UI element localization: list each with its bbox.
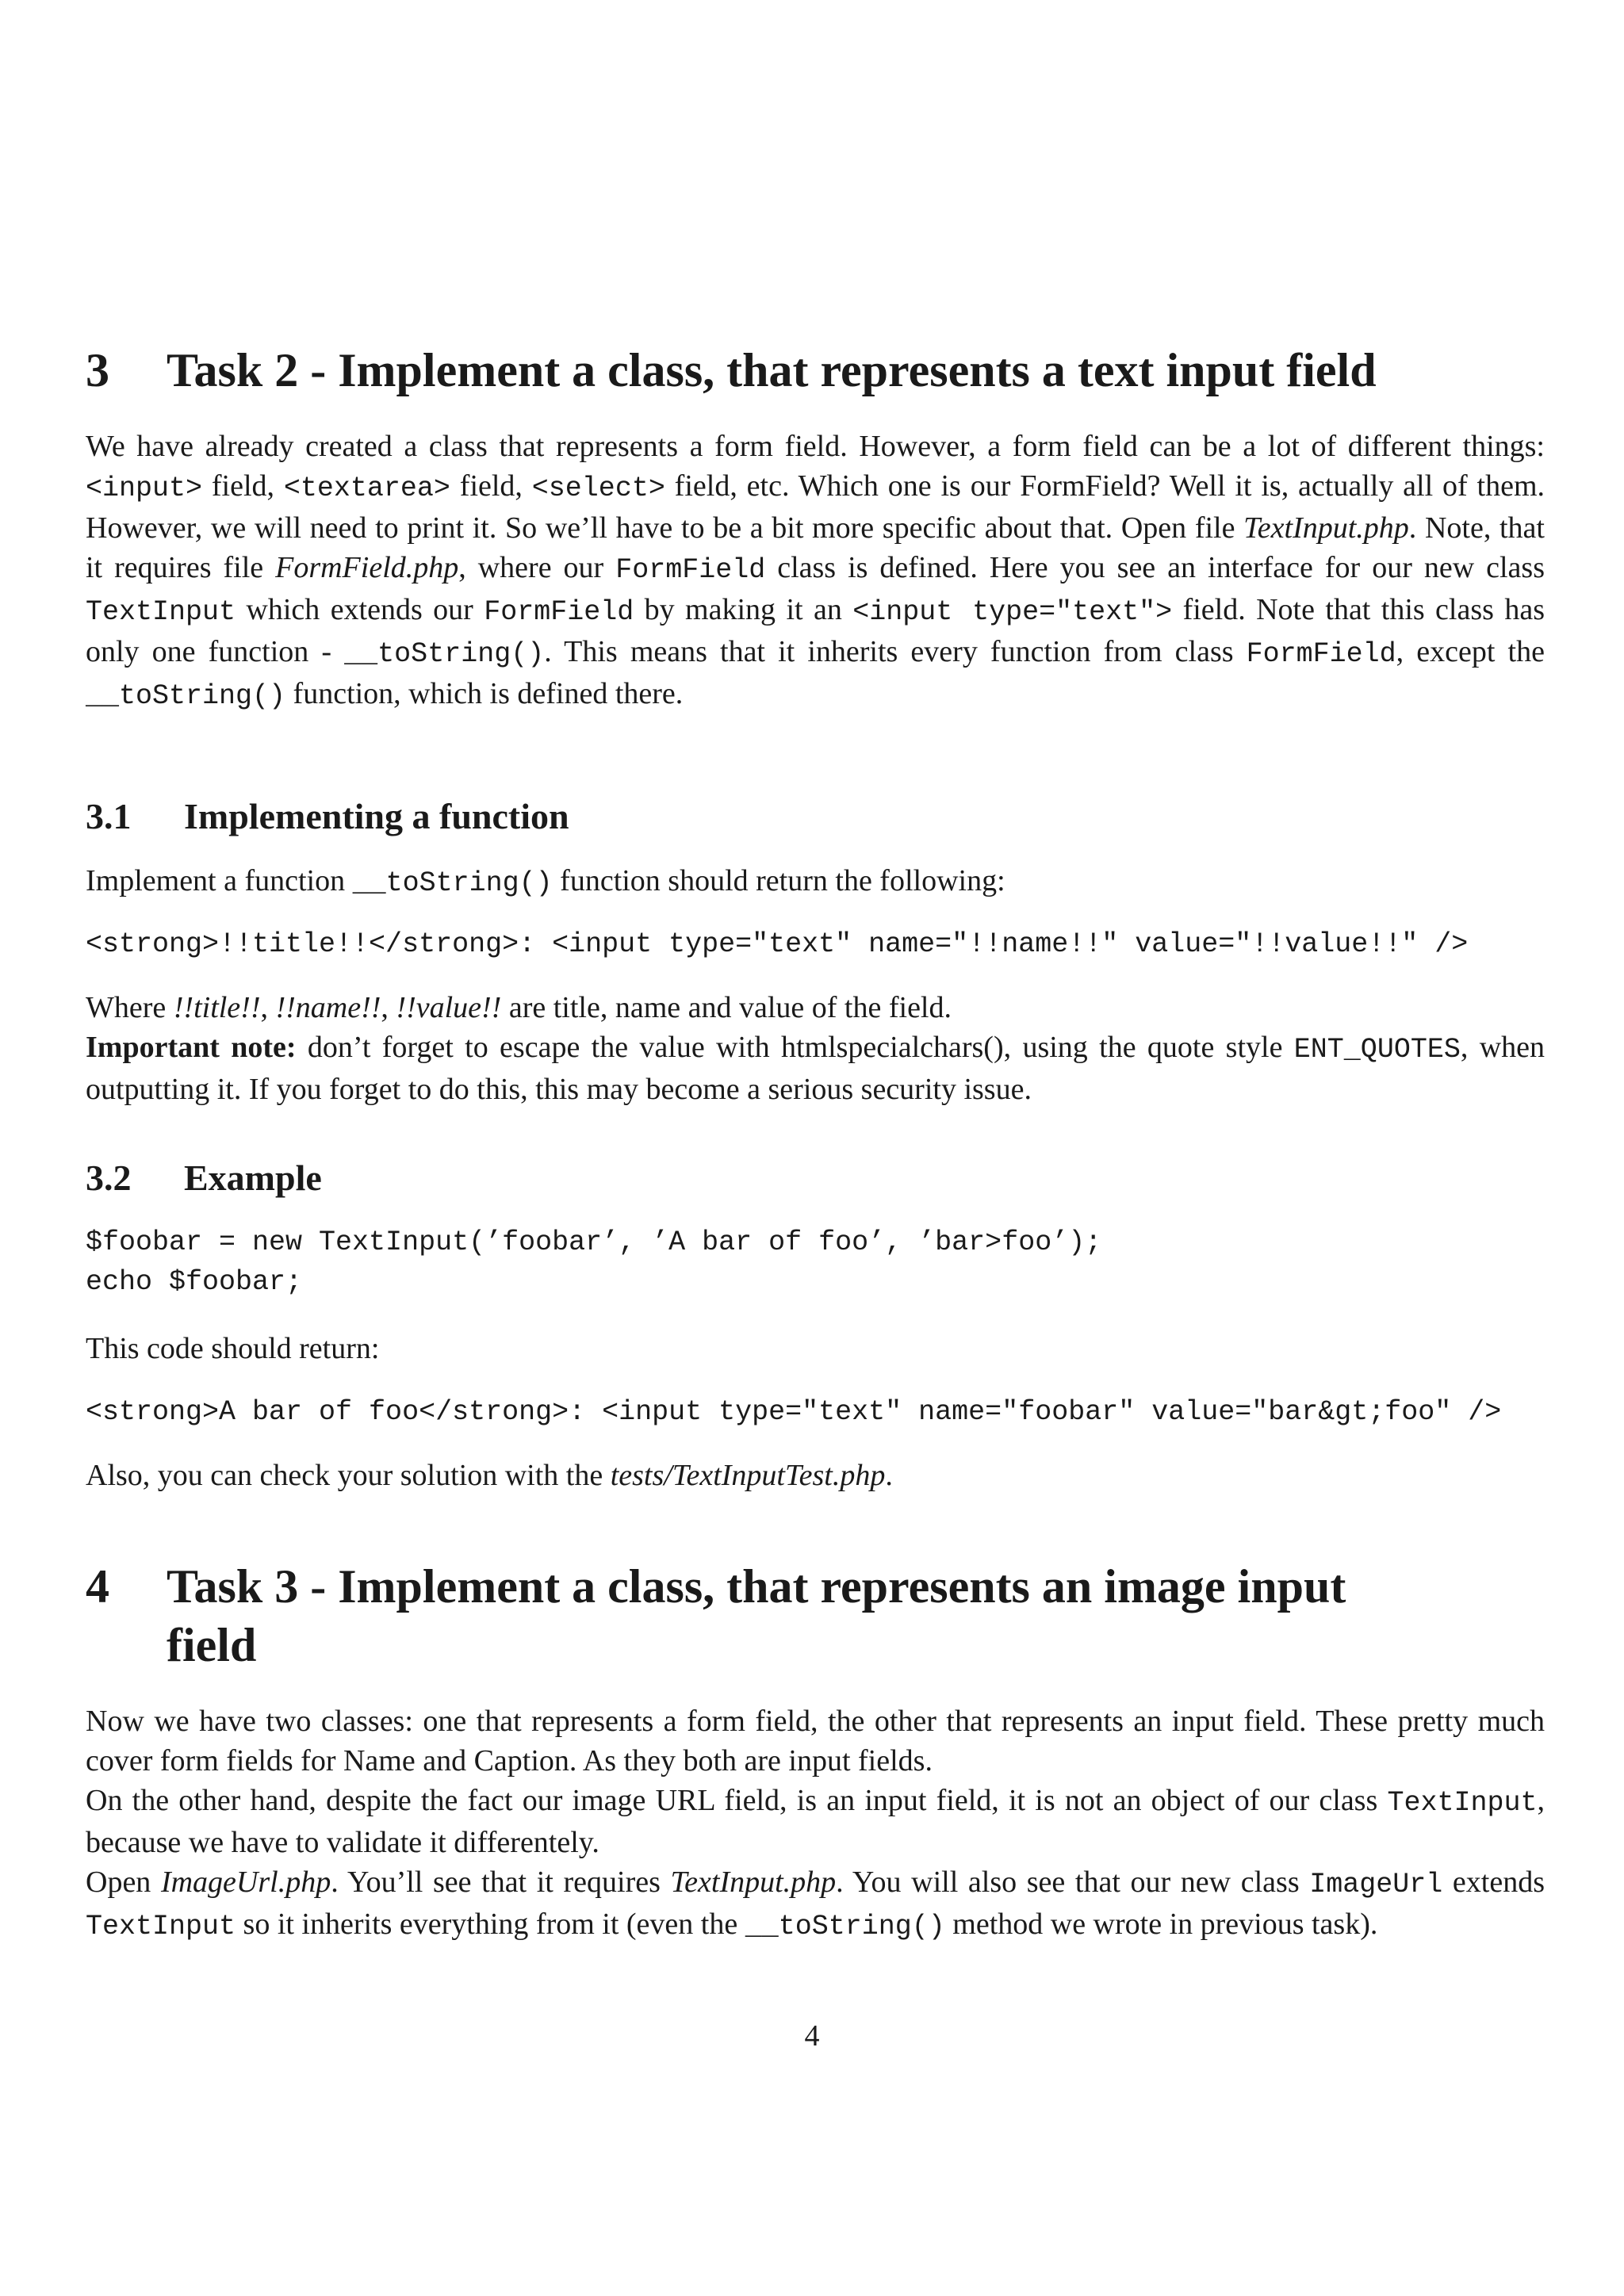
example-code-block — [86, 1223, 1545, 1302]
subsection-3-2-heading — [86, 1156, 322, 1200]
text: On the other hand, despite the fact our image URL field, is an input field, it is not an object of our class — [86, 1784, 1388, 1817]
text: . This means that it inherits every function from class — [544, 635, 1247, 668]
section-title-continued: field — [167, 1619, 257, 1671]
text: field, etc. Which one is our FormField? Well it is, actually all of them. However, we will need to print it. So we’ll have to be a bit more specific about that. Open file — [86, 469, 1545, 545]
text: . — [885, 1459, 893, 1492]
text: field, — [450, 469, 532, 503]
text: . You’ll see that it requires — [331, 1866, 671, 1899]
section-number: 3 — [86, 344, 109, 396]
text: extends — [1442, 1866, 1545, 1899]
text: field. Note that this class has only one function - — [86, 593, 1545, 668]
text: function, which is defined there. — [285, 677, 684, 710]
subsection-3-1-heading — [86, 794, 569, 839]
important-note-label: Important note: — [86, 1031, 297, 1064]
text: . Note, that it requires file — [86, 511, 1545, 584]
code-line: <strong>A bar of foo</strong>: <input type="text" name="foobar" value="bar&gt;foo" /> — [86, 1396, 1502, 1428]
example-returns-text — [86, 1329, 1545, 1368]
placeholder-term: !!value!! — [396, 991, 502, 1024]
section-3-heading — [86, 341, 1545, 400]
text: so it inherits everything from it (even the — [236, 1908, 745, 1941]
code-inline: ImageUrl — [1309, 1869, 1443, 1900]
code-inline: <textarea> — [283, 473, 450, 504]
section-4-heading — [86, 1557, 1545, 1674]
text: Implement a function — [86, 864, 353, 897]
format-code-block — [86, 924, 1545, 964]
section-4-paragraph — [86, 1701, 1545, 1946]
text: This code should return: — [86, 1332, 380, 1365]
code-line: echo $foobar; — [86, 1266, 303, 1298]
code-inline: __toString() — [352, 867, 553, 899]
subsection-3-1-where — [86, 988, 1545, 1109]
text: , except the — [1396, 635, 1545, 668]
text: Open — [86, 1866, 161, 1899]
code-inline: <input type="text"> — [852, 596, 1173, 628]
section-title: Task 3 - Implement a class, that represents an image input — [167, 1560, 1346, 1613]
file-name: FormField.php — [275, 551, 459, 584]
text: Now we have two classes: one that represents a form field, the other that represents an input field. These pretty much cover form fields for Name and Caption. As they both are input fields. — [86, 1705, 1545, 1777]
page-number: 4 — [804, 2019, 820, 2053]
subsection-number: 3.2 — [86, 1158, 132, 1198]
code-inline: TextInput — [1387, 1787, 1538, 1819]
text: , when outputting it. If you forget to do this, this may become a serious security issue. — [86, 1031, 1545, 1106]
code-inline: ENT_QUOTES — [1293, 1034, 1461, 1066]
text: are title, name and value of the field. — [501, 991, 952, 1024]
file-name: TextInput.php — [670, 1866, 837, 1899]
code-inline: __toString() — [745, 1911, 945, 1942]
file-name: TextInput.php — [1243, 511, 1409, 545]
placeholder-term: !!name!! — [275, 991, 381, 1024]
text: , because we have to validate it differentely. — [86, 1784, 1545, 1859]
text: don’t forget to escape the value with htmlspecialchars(), using the quote style — [296, 1031, 1294, 1064]
section-number: 4 — [86, 1560, 109, 1613]
code-inline: TextInput — [86, 1911, 236, 1942]
example-output-block — [86, 1392, 1545, 1432]
code-inline: <select> — [531, 473, 665, 504]
code-inline: FormField — [484, 596, 634, 628]
text: which extends our — [236, 593, 485, 626]
text: . You will also see that our new class — [836, 1866, 1310, 1899]
subsection-3-1-intro — [86, 861, 1545, 903]
text: class is defined. Here you see an interface for our new class — [765, 551, 1545, 584]
code-inline: FormField — [1246, 638, 1396, 670]
section-3-paragraph — [86, 427, 1545, 716]
code-inline: __toString() — [86, 680, 286, 712]
section-title: Task 2 - Implement a class, that represents a text input field — [167, 344, 1377, 396]
subsection-title: Example — [184, 1158, 322, 1198]
text: Also, you can check your solution with the — [86, 1459, 611, 1492]
subsection-title: Implementing a function — [184, 796, 569, 836]
text: , — [381, 991, 396, 1024]
text: method we wrote in previous task). — [944, 1908, 1378, 1941]
text: field, — [202, 469, 284, 503]
text: , — [260, 991, 276, 1024]
code-line: <strong>!!title!!</strong>: <input type="text" name="!!name!!" value="!!value!!" /> — [86, 928, 1469, 960]
code-inline: <input> — [86, 473, 203, 504]
text: , where our — [458, 551, 616, 584]
code-inline: __toString() — [344, 638, 545, 670]
code-line: $foobar = new TextInput(’foobar’, ’A bar of foo’, ’bar>foo’); — [86, 1226, 1102, 1258]
placeholder-term: !!title!! — [173, 991, 261, 1024]
code-inline: TextInput — [86, 596, 236, 628]
file-name: ImageUrl.php — [160, 1866, 331, 1899]
file-name: tests/TextInputTest.php — [610, 1459, 886, 1492]
text: Where — [86, 991, 174, 1024]
text: by making it an — [634, 593, 853, 626]
text: We have already created a class that represents a form field. However, a form field can be a lot of different things: — [86, 430, 1545, 463]
example-check-text — [86, 1456, 1545, 1495]
code-inline: FormField — [615, 554, 766, 586]
text: function should return the following: — [552, 864, 1005, 897]
subsection-number: 3.1 — [86, 796, 132, 836]
